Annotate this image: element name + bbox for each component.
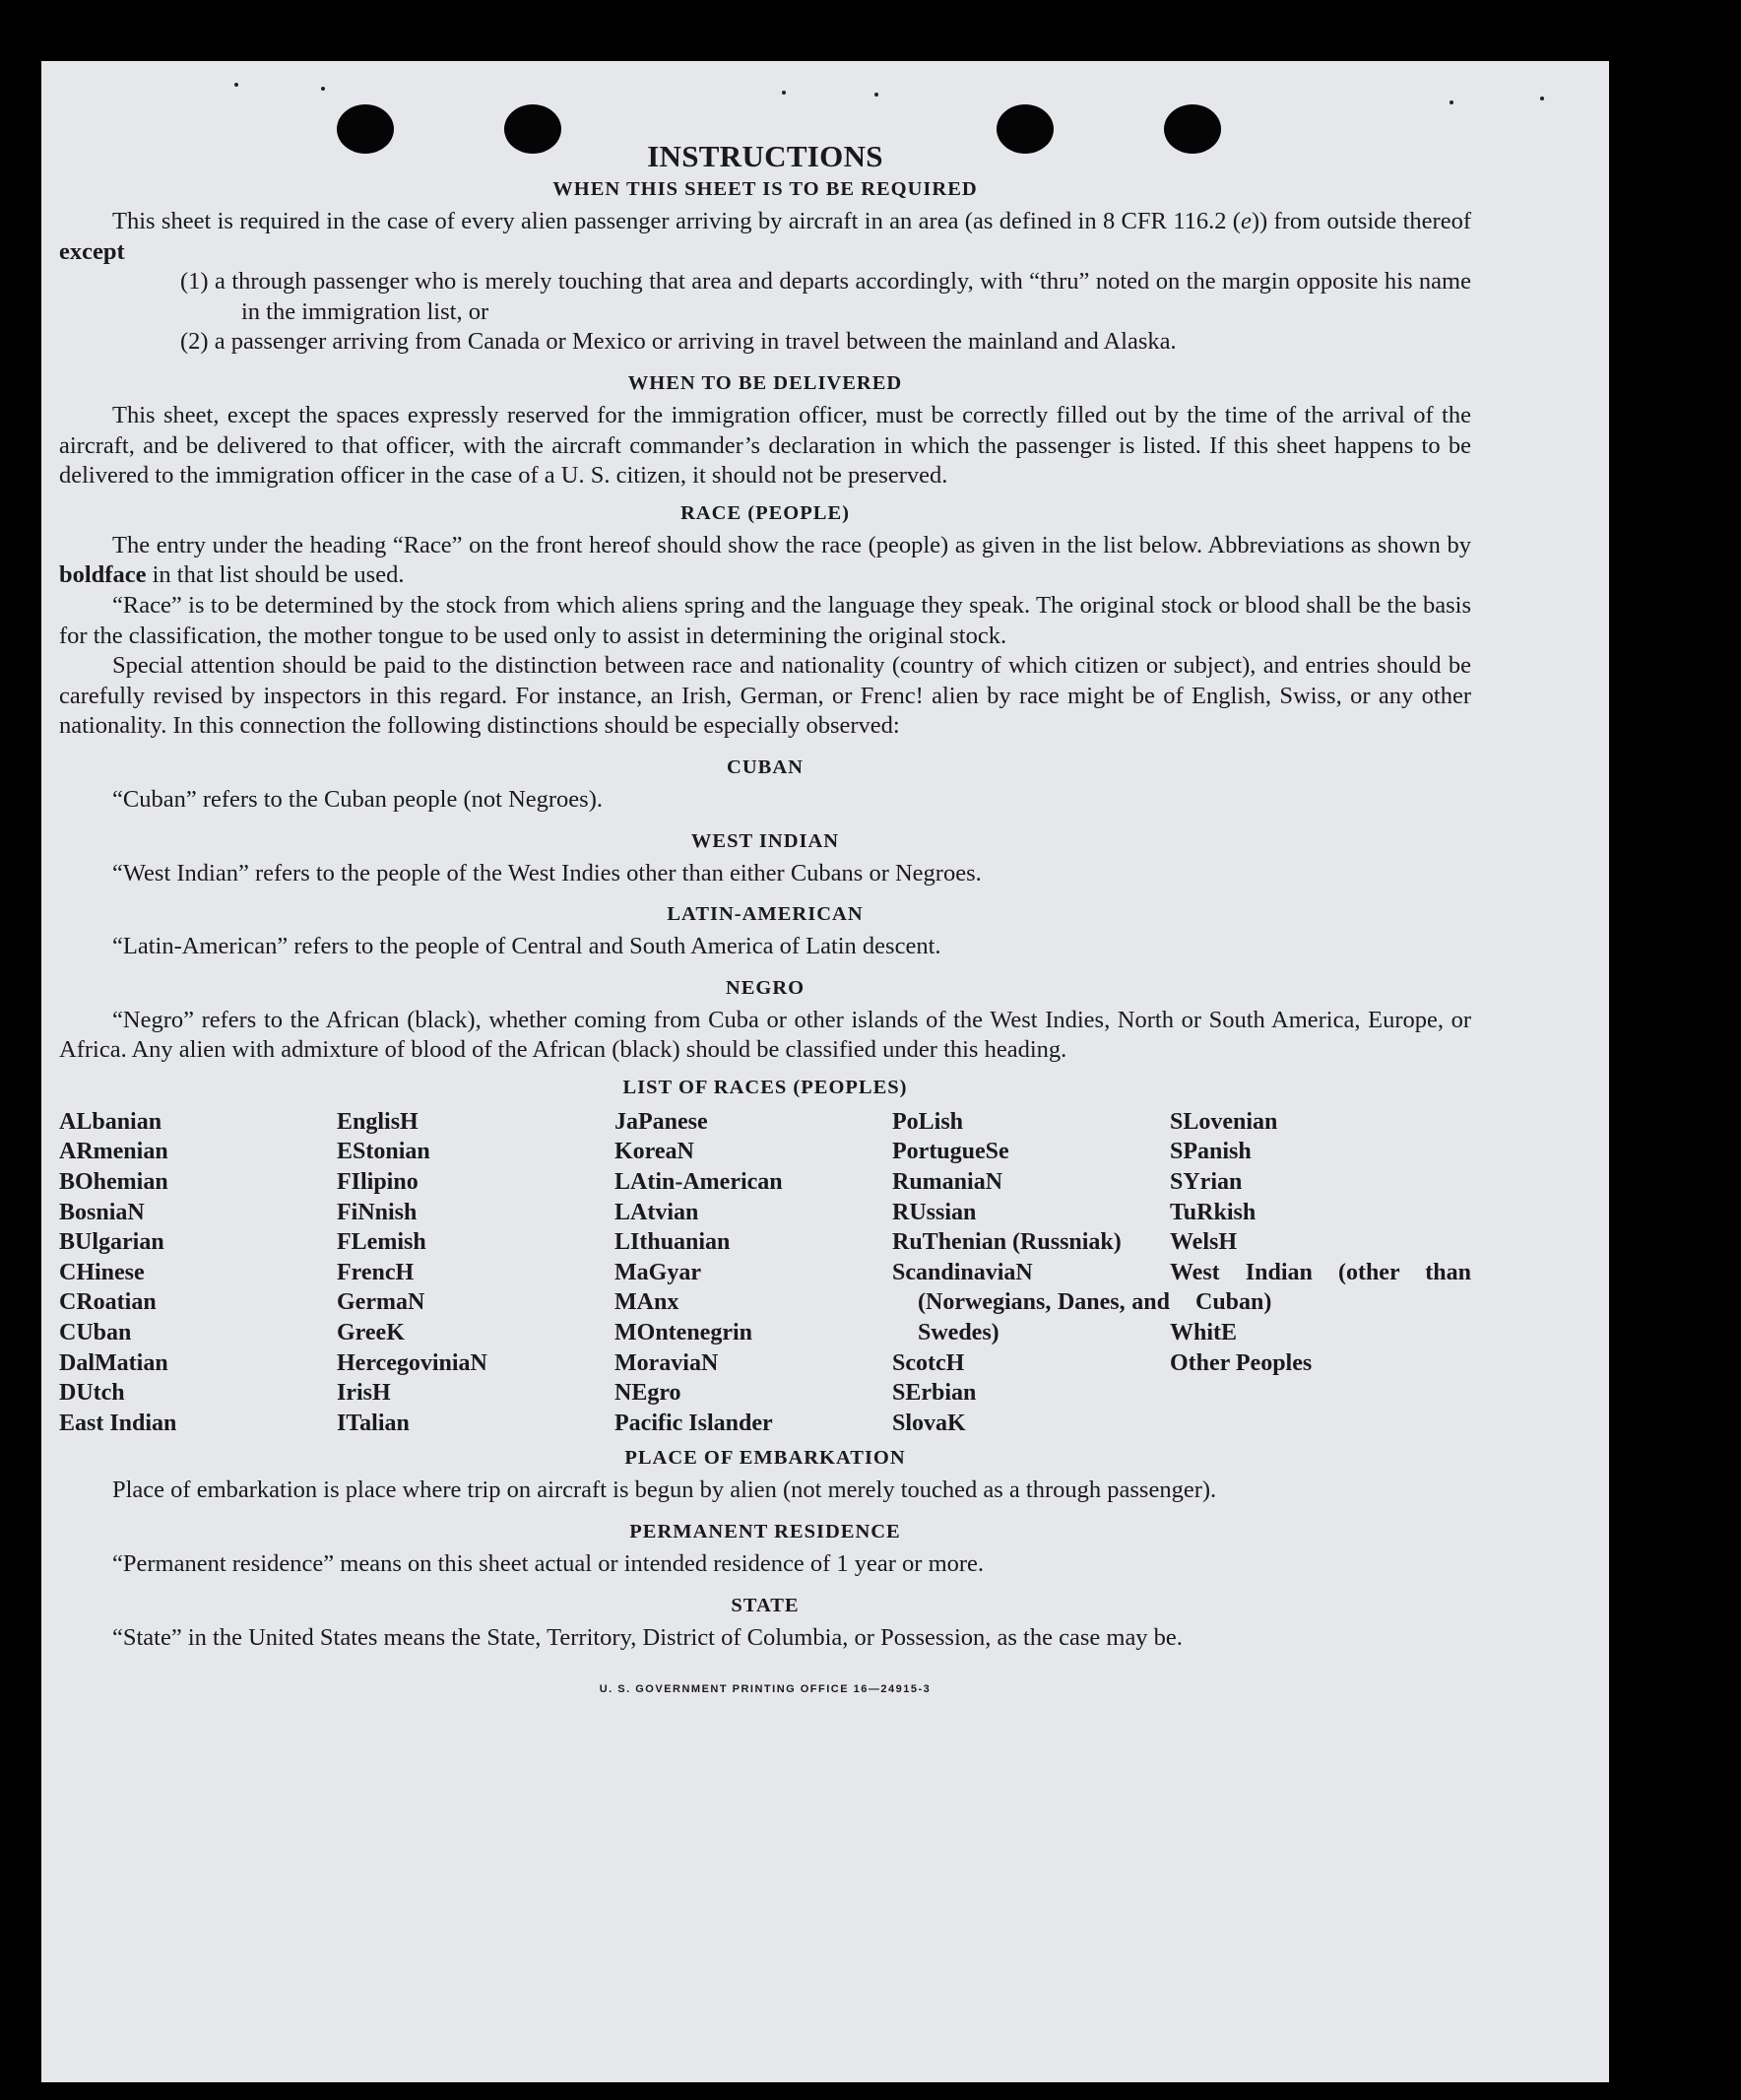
- heading-cuban: CUBAN: [727, 755, 804, 778]
- race-entry: Other Peoples: [1170, 1349, 1313, 1376]
- document-title: INSTRUCTIONS: [647, 139, 883, 173]
- race-entry: MOntenegrin: [614, 1320, 752, 1346]
- race-entry: SErbian: [892, 1380, 977, 1407]
- race-entry: ITalian: [337, 1410, 410, 1436]
- race-entry: Pacific Islander: [614, 1410, 773, 1436]
- race-entry: East Indian: [59, 1410, 177, 1436]
- race-entry: CHinese: [59, 1259, 145, 1285]
- speck: [234, 83, 238, 87]
- race-entry: PoLish: [892, 1108, 964, 1135]
- cuban-text: “Cuban” refers to the Cuban people (not Negroes).: [112, 785, 603, 813]
- heading-required: WHEN THIS SHEET IS TO BE REQUIRED: [552, 178, 978, 200]
- required-item-1: (1) a through passenger who is merely touching that area and departs accordingly, with “thru” noted on the margin opposite his name in the immigration list, or: [180, 268, 1471, 325]
- race-entry: EStonian: [337, 1139, 430, 1165]
- race-entry: ScandinaviaN (Norwegians, Danes, and Swedes): [892, 1259, 1170, 1346]
- race-entry: RuThenian (Russniak): [892, 1229, 1122, 1256]
- race-entry: RUssian: [892, 1199, 977, 1225]
- document-sheet: [41, 61, 1609, 2082]
- race-entry: BosniaN: [59, 1199, 145, 1225]
- race-entry: KoreaN: [614, 1139, 694, 1165]
- heading-negro: NEGRO: [725, 976, 806, 999]
- race-entry: BUlgarian: [59, 1229, 164, 1256]
- speck: [782, 91, 786, 95]
- heading-delivered: WHEN TO BE DELIVERED: [627, 371, 903, 394]
- embarkation-text: Place of embarkation is place where trip on aircraft is begun by alien (not merely touched as a through passenger).: [112, 1477, 1217, 1504]
- heading-race: RACE (PEOPLE): [680, 501, 850, 524]
- race-entry: LAtvian: [614, 1199, 699, 1225]
- race-entry: LIthuanian: [614, 1229, 731, 1256]
- race-entry: PortugueSe: [892, 1139, 1009, 1165]
- race-paragraph-3: Special attention should be paid to the distinction between race and nationality (country of which citizen or subject), and entries should be carefully revised by inspectors in this regard. For instance, an Irish, German, or Frenc! alien by race might be of English, Swiss, or any other nationality. In this connection the following distinctions should be especially observed:: [59, 652, 1471, 740]
- race-entry: DalMatian: [59, 1349, 168, 1376]
- race-entry: SPanish: [1170, 1139, 1252, 1165]
- heading-races-list: LIST OF RACES (PEOPLES): [622, 1076, 908, 1098]
- heading-latin-american: LATIN-AMERICAN: [667, 903, 864, 926]
- race-entry: SLovenian: [1170, 1108, 1278, 1135]
- race-entry: ARmenian: [59, 1139, 168, 1165]
- speck: [1450, 100, 1453, 104]
- race-entry: EnglisH: [337, 1108, 419, 1135]
- race-entry: West Indian (other than Cuban): [1170, 1259, 1471, 1316]
- race-entry: MaGyar: [614, 1259, 701, 1285]
- race-paragraph-1: The entry under the heading “Race” on the front hereof should show the race (people) as given in the list below. Abbreviations as shown by boldface in that list should be used.: [59, 531, 1471, 589]
- race-entry: CUban: [59, 1320, 132, 1346]
- races-column: [337, 1107, 614, 1439]
- race-entry: LAtin-American: [614, 1169, 783, 1196]
- races-column: [614, 1107, 892, 1439]
- race-entry: CRoatian: [59, 1289, 157, 1316]
- delivered-text: This sheet, except the spaces expressly reserved for the immigration officer, must be correctly filled out by the time of the arrival of the aircraft, and be delivered to that officer, with the aircraft commander’s declaration in which the passenger is listed. If this sheet happens to be delivered to the immigration officer in the case of a U. S. citizen, it should not be preserved.: [59, 401, 1471, 490]
- race-entry: FIlipino: [337, 1169, 419, 1196]
- speck: [874, 93, 878, 97]
- speck: [321, 87, 325, 91]
- race-entry: TuRkish: [1170, 1199, 1257, 1225]
- race-entry: MoraviaN: [614, 1349, 719, 1376]
- races-list: [59, 1107, 1471, 1439]
- race-entry: IrisH: [337, 1380, 391, 1407]
- races-column: [892, 1107, 1170, 1439]
- race-entry: BOhemian: [59, 1169, 168, 1196]
- negro-text: “Negro” refers to the African (black), whether coming from Cuba or other islands of the West Indies, North or South America, Europe, or Africa. Any alien with admixture of blood of the African (black) should be classified under this heading.: [59, 1006, 1471, 1064]
- race-paragraph-2: “Race” is to be determined by the stock from which aliens spring and the language they speak. The original stock or blood shall be the basis for the classification, the mother tongue to be used only to assist in determining the original stock.: [59, 591, 1471, 649]
- required-intro: This sheet is required in the case of every alien passenger arriving by aircraft in an area (as defined in 8 CFR 116.2 (e)) from outside thereof except: [59, 208, 1471, 265]
- race-entry: GermaN: [337, 1289, 425, 1316]
- race-entry: SlovaK: [892, 1410, 966, 1436]
- race-entry: WhitE: [1170, 1320, 1238, 1346]
- race-entry: ScotcH: [892, 1349, 965, 1376]
- printer-imprint: U. S. GOVERNMENT PRINTING OFFICE 16—24915-3: [599, 1683, 932, 1696]
- heading-residence: PERMANENT RESIDENCE: [629, 1521, 901, 1542]
- race-entry: FLemish: [337, 1229, 426, 1256]
- speck: [1540, 97, 1544, 100]
- race-entry: FiNnish: [337, 1199, 418, 1225]
- race-entry: JaPanese: [614, 1108, 708, 1135]
- heading-embarkation: PLACE OF EMBARKATION: [624, 1447, 906, 1470]
- race-entry: HercegoviniaN: [337, 1349, 487, 1376]
- race-entry: ALbanian: [59, 1108, 162, 1135]
- state-text: “State” in the United States means the State, Territory, District of Columbia, or Possession, as the case may be.: [112, 1623, 1183, 1651]
- latin-american-text: “Latin-American” refers to the people of Central and South America of Latin descent.: [112, 933, 941, 960]
- residence-text: “Permanent residence” means on this sheet actual or intended residence of 1 year or more.: [112, 1550, 985, 1577]
- race-entry: FrencH: [337, 1259, 415, 1285]
- race-entry: SYrian: [1170, 1169, 1243, 1196]
- race-entry: RumaniaN: [892, 1169, 1003, 1196]
- heading-state: STATE: [731, 1594, 800, 1616]
- race-entry: NEgro: [614, 1380, 681, 1407]
- race-entry: MAnx: [614, 1289, 679, 1316]
- heading-west-indian: WEST INDIAN: [690, 829, 840, 852]
- required-item-2: (2) a passenger arriving from Canada or Mexico or arriving in travel between the mainland and Alaska.: [180, 328, 1177, 356]
- race-entry: DUtch: [59, 1380, 125, 1407]
- race-entry: GreeK: [337, 1320, 405, 1346]
- races-column: [59, 1107, 337, 1439]
- race-entry: WelsH: [1170, 1229, 1238, 1256]
- races-column: [1170, 1107, 1471, 1439]
- document-body: [59, 138, 1471, 1705]
- west-indian-text: “West Indian” refers to the people of the West Indies other than either Cubans or Negroes.: [112, 859, 982, 886]
